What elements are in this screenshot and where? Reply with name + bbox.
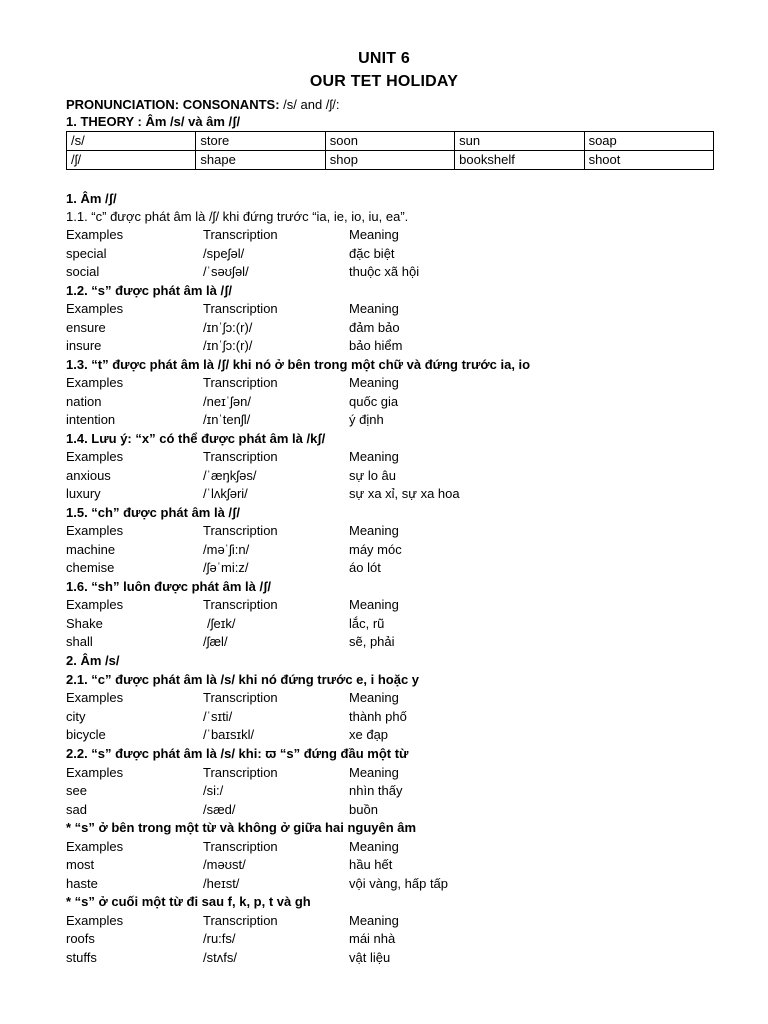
col-examples: Examples <box>66 523 124 538</box>
rule-2-1: 2.1. “c” được phát âm là /s/ khi nó đứng trước e, i hoặc y <box>66 672 420 687</box>
col-transcription: Transcription <box>203 597 278 612</box>
col-examples: Examples <box>66 227 124 242</box>
example-transcription: /ɪnˈʃɔ:(r)/ <box>203 338 253 353</box>
col-meaning: Meaning <box>349 523 399 538</box>
example-transcription: /ˈlʌkʃəri/ <box>203 486 248 501</box>
unit-number: UNIT 6 <box>358 50 410 67</box>
col-meaning: Meaning <box>349 449 399 464</box>
example-word: luxury <box>66 486 101 501</box>
example-transcription: /ɪnˈʃɔ:(r)/ <box>203 320 253 335</box>
example-word: social <box>66 264 100 279</box>
example-word: stuffs <box>66 950 97 965</box>
example-word: haste <box>66 876 98 891</box>
sound-table <box>66 131 714 170</box>
rule-2-3: * “s” ở bên trong một từ và không ở giữa hai nguyên âm <box>66 820 417 835</box>
col-transcription: Transcription <box>203 449 278 464</box>
example-meaning: vật liệu <box>349 950 391 965</box>
rule-1-1: 1.1. “c” được phát âm là /ʃ/ khi đứng trước “ia, ie, io, iu, ea”. <box>66 209 409 224</box>
example-transcription: /ʃæl/ <box>203 634 228 649</box>
col-transcription: Transcription <box>203 765 278 780</box>
col-transcription: Transcription <box>203 227 278 242</box>
example-transcription: /speʃəl/ <box>203 246 245 261</box>
pronunciation-heading <box>66 96 340 114</box>
table-cell: shape <box>196 151 325 170</box>
col-examples: Examples <box>66 913 124 928</box>
col-examples: Examples <box>66 765 124 780</box>
example-meaning: sự xa xỉ, sự xa hoa <box>349 486 460 501</box>
example-transcription: /məˈʃi:n/ <box>203 542 250 557</box>
example-transcription: /ʃeɪk/ <box>207 616 236 631</box>
example-meaning: đảm bảo <box>349 320 400 335</box>
example-word: city <box>66 709 86 724</box>
col-meaning: Meaning <box>349 913 399 928</box>
table-cell: shoot <box>584 151 713 170</box>
theory-heading: 1. THEORY : Âm /s/ và âm /ʃ/ <box>66 114 241 129</box>
example-meaning: thuộc xã hội <box>349 264 420 279</box>
example-meaning: ý định <box>349 412 384 427</box>
example-meaning: sẽ, phải <box>349 634 395 649</box>
example-word: special <box>66 246 107 261</box>
col-transcription: Transcription <box>203 375 278 390</box>
rule-1-6: 1.6. “sh” luôn được phát âm là /ʃ/ <box>66 579 272 594</box>
example-word: nation <box>66 394 102 409</box>
example-transcription: /ʃəˈmi:z/ <box>203 560 249 575</box>
col-examples: Examples <box>66 597 124 612</box>
col-meaning: Meaning <box>349 839 399 854</box>
example-word: roofs <box>66 931 95 946</box>
col-examples: Examples <box>66 375 124 390</box>
example-transcription: /ru:fs/ <box>203 931 236 946</box>
pronunciation-label: PRONUNCIATION: CONSONANTS: <box>66 97 280 112</box>
example-word: chemise <box>66 560 115 575</box>
example-word: machine <box>66 542 116 557</box>
rule-2-4: * “s” ở cuối một từ đi sau f, k, p, t và gh <box>66 894 311 909</box>
table-row <box>67 132 714 151</box>
unit-title: OUR TET HOLIDAY <box>309 73 459 90</box>
example-word: Shake <box>66 616 103 631</box>
section-2-heading: 2. Âm /s/ <box>66 653 120 668</box>
table-cell: shop <box>325 151 454 170</box>
example-transcription: /ˈsəʊʃəl/ <box>203 264 249 279</box>
example-meaning: sự lo âu <box>349 468 397 483</box>
example-word: shall <box>66 634 93 649</box>
rule-1-2: 1.2. “s” được phát âm là /ʃ/ <box>66 283 233 298</box>
col-transcription: Transcription <box>203 690 278 705</box>
example-meaning: thành phố <box>349 709 407 724</box>
example-transcription: /məʊst/ <box>203 857 246 872</box>
example-word: intention <box>66 412 116 427</box>
col-examples: Examples <box>66 690 124 705</box>
rule-1-4: 1.4. Lưu ý: “x” có thể được phát âm là /kʃ/ <box>66 431 326 446</box>
example-transcription: /ˈbaɪsɪkl/ <box>203 727 255 742</box>
col-meaning: Meaning <box>349 597 399 612</box>
col-transcription: Transcription <box>203 301 278 316</box>
example-meaning: xe đạp <box>349 727 389 742</box>
example-meaning: hầu hết <box>349 857 393 872</box>
col-examples: Examples <box>66 301 124 316</box>
example-word: bicycle <box>66 727 106 742</box>
example-word: anxious <box>66 468 111 483</box>
example-meaning: áo lót <box>349 560 381 575</box>
col-meaning: Meaning <box>349 375 399 390</box>
table-cell: soap <box>584 132 713 151</box>
example-transcription: /neɪˈʃən/ <box>203 394 251 409</box>
table-cell: /ʃ/ <box>67 151 196 170</box>
rule-1-3: 1.3. “t” được phát âm là /ʃ/ khi nó ở bên trong một chữ và đứng trước ia, io <box>66 357 531 372</box>
example-meaning: buồn <box>349 802 378 817</box>
col-transcription: Transcription <box>203 839 278 854</box>
example-transcription: /ɪnˈtenʃl/ <box>203 412 251 427</box>
table-cell: sun <box>455 132 584 151</box>
col-transcription: Transcription <box>203 913 278 928</box>
example-meaning: nhìn thấy <box>349 783 403 798</box>
example-meaning: quốc gia <box>349 394 399 409</box>
table-cell: bookshelf <box>455 151 584 170</box>
example-meaning: vội vàng, hấp tấp <box>349 876 449 891</box>
example-word: see <box>66 783 87 798</box>
col-transcription: Transcription <box>203 523 278 538</box>
example-transcription: /ˈsɪti/ <box>203 709 233 724</box>
example-word: insure <box>66 338 102 353</box>
example-transcription: /heɪst/ <box>203 876 240 891</box>
col-examples: Examples <box>66 839 124 854</box>
example-transcription: /ˈæŋkʃəs/ <box>203 468 257 483</box>
example-meaning: máy móc <box>349 542 402 557</box>
example-meaning: lắc, rũ <box>349 616 385 631</box>
table-cell: soon <box>325 132 454 151</box>
table-cell: store <box>196 132 325 151</box>
table-cell: /s/ <box>67 132 196 151</box>
rule-2-2: 2.2. “s” được phát âm là /s/ khi: ϖ “s” đứng đầu một từ <box>66 746 409 761</box>
col-meaning: Meaning <box>349 227 399 242</box>
example-word: sad <box>66 802 87 817</box>
example-meaning: đặc biệt <box>349 246 395 261</box>
section-1-heading: 1. Âm /ʃ/ <box>66 191 117 206</box>
col-meaning: Meaning <box>349 301 399 316</box>
col-meaning: Meaning <box>349 765 399 780</box>
col-examples: Examples <box>66 449 124 464</box>
table-row <box>67 151 714 170</box>
example-meaning: bảo hiểm <box>349 338 403 353</box>
rule-1-5: 1.5. “ch” được phát âm là /ʃ/ <box>66 505 240 520</box>
example-meaning: mái nhà <box>349 931 396 946</box>
col-meaning: Meaning <box>349 690 399 705</box>
example-transcription: /sæd/ <box>203 802 236 817</box>
example-transcription: /stʌfs/ <box>203 950 237 965</box>
pronunciation-sounds: /s/ and /ʃ/: <box>279 97 340 112</box>
example-word: most <box>66 857 95 872</box>
example-transcription: /si:/ <box>203 783 224 798</box>
example-word: ensure <box>66 320 106 335</box>
